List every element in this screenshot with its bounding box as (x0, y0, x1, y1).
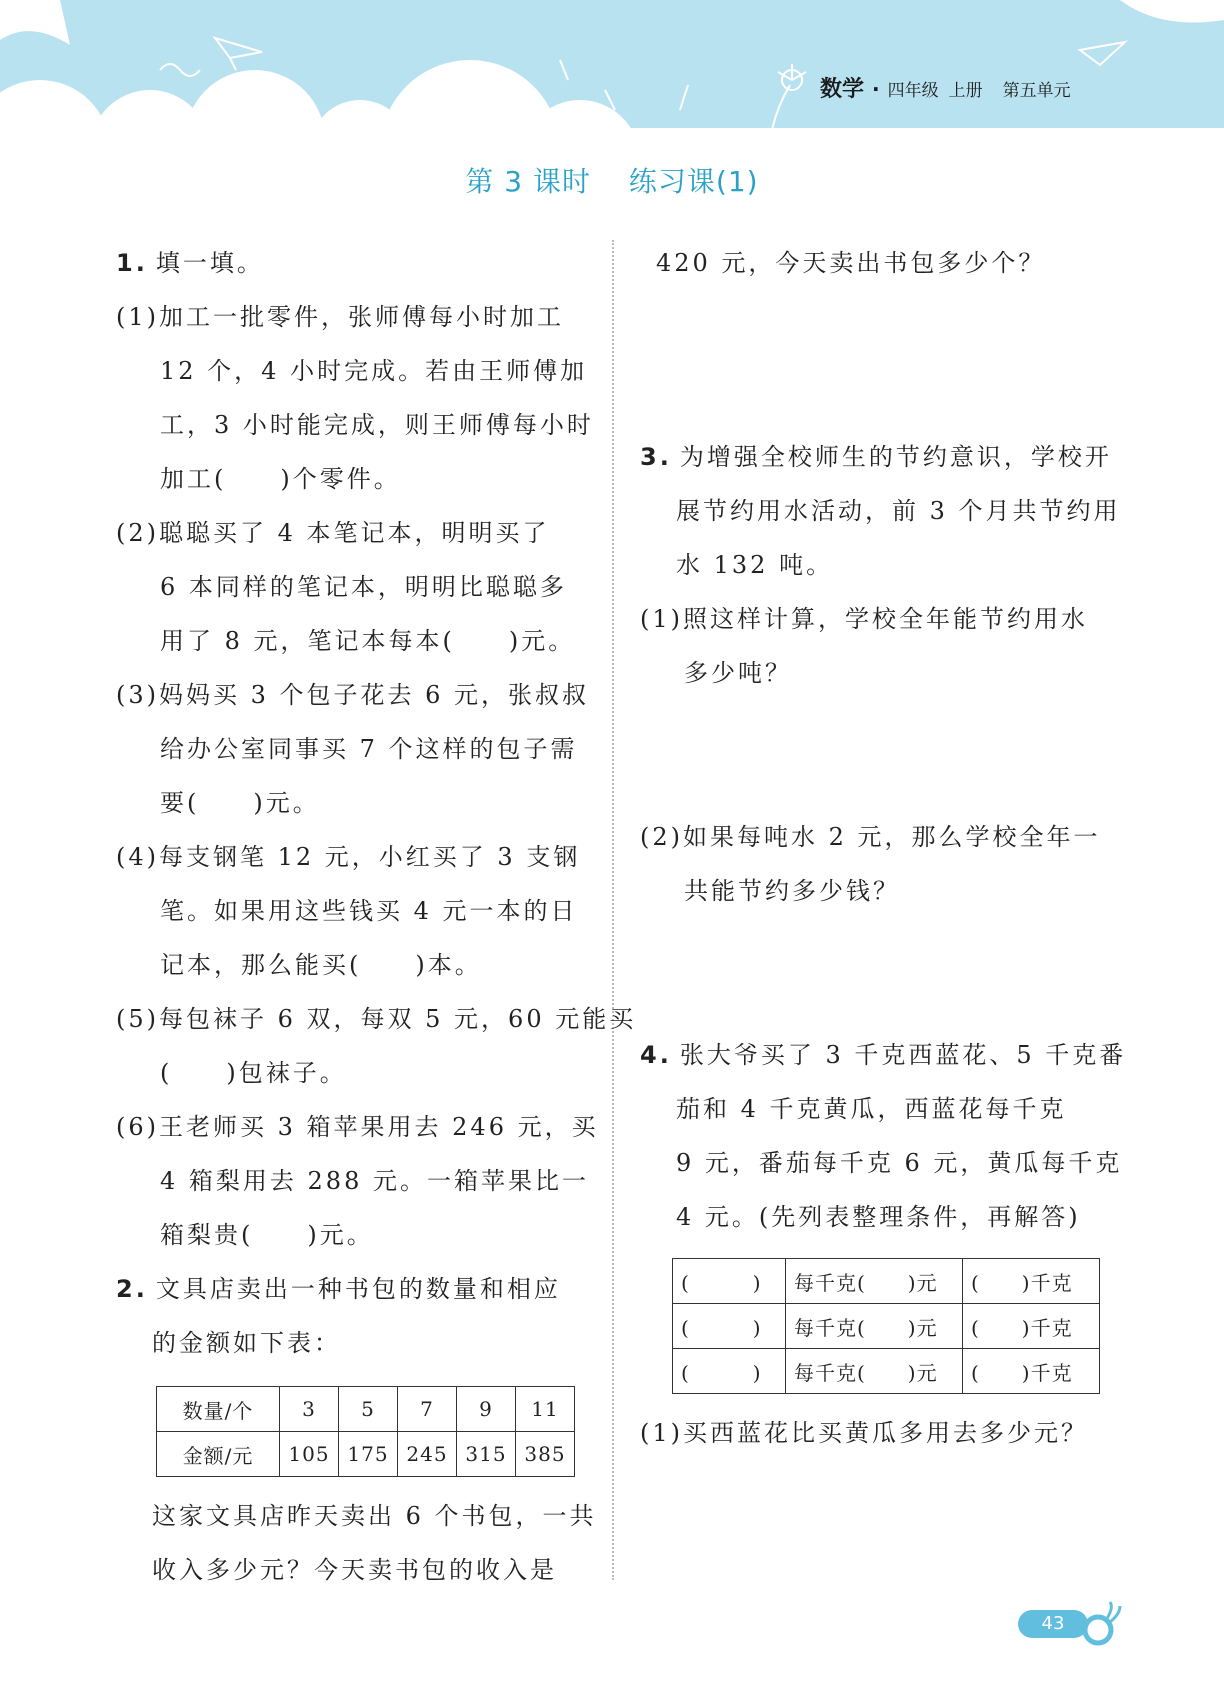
table-cell: 11 (516, 1387, 575, 1432)
sales-table (156, 1386, 575, 1477)
q1-item-4-line: 记本，那么能买( )本。 (160, 951, 482, 979)
fill-cell[interactable]: ( ) (673, 1349, 786, 1394)
q1-item-6-line: 箱梨贵( )元。 (160, 1221, 374, 1249)
answer-space[interactable] (640, 918, 1110, 1028)
q1-item-4-line (116, 830, 596, 884)
lesson-title (0, 160, 1224, 200)
table-cell: 105 (280, 1432, 339, 1477)
item-number: (1) (116, 303, 159, 331)
fill-cell[interactable]: ( ) (673, 1304, 786, 1349)
table-cell: 5 (339, 1387, 398, 1432)
question-2-line: 的金额如下表： (152, 1329, 341, 1357)
question-4-line: 茄和 4 千克黄瓜，西蓝花每千克 (676, 1095, 1067, 1123)
question-number: 1. (116, 249, 148, 277)
q1-item-1-line: 工，3 小时能完成，则王师傅每小时 (160, 411, 594, 439)
question-text: 填一填。 (155, 249, 264, 277)
q3-sub-2-line: 共能节约多少钱？ (684, 877, 900, 905)
q1-item-1-line: 12 个，4 小时完成。若由王师傅加 (160, 357, 588, 385)
answer-space[interactable] (640, 290, 1110, 430)
q1-item-2-line: 用了 8 元，笔记本每本( )元。 (160, 627, 576, 655)
q3-sub-1: (1)照这样计算，学校全年能节约用水 (640, 605, 1088, 633)
q1-item-3-line: 要( )元。 (160, 789, 320, 817)
question-2-line: 这家文具店昨天卖出 6 个书包，一共 (152, 1502, 597, 1530)
table-row (157, 1387, 575, 1432)
question-2-line: 收入多少元？今天卖书包的收入是 (152, 1556, 557, 1584)
question-number: 3. (640, 443, 672, 471)
question-2-title (116, 1262, 596, 1316)
question-4-line: 9 元，番茄每千克 6 元，黄瓜每千克 (676, 1149, 1123, 1177)
table-cell: 175 (339, 1432, 398, 1477)
question-text: 张大爷买了 3 千克西蓝花、5 千克番 (679, 1041, 1127, 1069)
q1-item-6-line (116, 1100, 599, 1154)
question-number: 4. (640, 1041, 672, 1069)
right-column (640, 236, 1127, 1460)
question-1-title (116, 236, 596, 290)
fill-cell[interactable]: 每千克( )元 (786, 1304, 963, 1349)
fill-cell[interactable]: ( )千克 (963, 1349, 1100, 1394)
fill-cell[interactable]: 每千克( )元 (786, 1259, 963, 1304)
table-row (673, 1304, 1100, 1349)
question-number: 2. (116, 1275, 148, 1303)
q3-sub-2: (2)如果每吨水 2 元，那么学校全年一 (640, 823, 1101, 851)
q1-item-5-line (116, 992, 637, 1046)
fill-cell[interactable]: ( )千克 (963, 1304, 1100, 1349)
question-3-line: 展节约用水活动，前 3 个月共节约用 (676, 497, 1121, 525)
table-cell: 245 (398, 1432, 457, 1477)
q1-item-2-line: 6 本同样的笔记本，明明比聪聪多 (160, 573, 567, 601)
item-number: (2) (116, 519, 159, 547)
item-text: 加工一批零件，张师傅每小时加工 (159, 303, 564, 331)
q1-item-1-line (116, 290, 596, 344)
q1-item-3-line: 给办公室同事买 7 个这样的包子需 (160, 735, 578, 763)
q1-item-5-line: ( )包袜子。 (160, 1059, 347, 1087)
item-text: 聪聪买了 4 本笔记本，明明买了 (159, 519, 550, 547)
q1-item-6-line: 4 箱梨用去 288 元。一箱苹果比一 (160, 1167, 589, 1195)
unit-label: 第五单元 (1002, 81, 1071, 101)
table-cell: 3 (280, 1387, 339, 1432)
item-text: 每包袜子 6 双，每双 5 元，60 元能买 (159, 1005, 637, 1033)
table-cell: 9 (457, 1387, 516, 1432)
volume-label: 上册 (948, 81, 983, 101)
left-column (116, 236, 637, 1597)
page-number-badge (1018, 1600, 1128, 1650)
header-banner (0, 0, 1224, 140)
table-row (673, 1349, 1100, 1394)
question-2-continued: 420 元，今天卖出书包多少个？ (656, 249, 1046, 277)
fill-cell[interactable]: ( )千克 (963, 1259, 1100, 1304)
q4-sub-1: (1)买西蓝花比买黄瓜多用去多少元？ (640, 1419, 1088, 1447)
q1-item-3-line (116, 668, 596, 722)
question-3-line: 水 132 吨。 (676, 551, 834, 579)
separator-dot: · (872, 77, 880, 101)
column-divider (612, 240, 614, 1580)
header-info (820, 72, 1071, 103)
condition-table (672, 1258, 1100, 1394)
item-text: 妈妈买 3 个包子花去 6 元，张叔叔 (159, 681, 590, 709)
item-text: 每支钢笔 12 元，小红买了 3 支钢 (159, 843, 581, 871)
table-row (673, 1259, 1100, 1304)
table-cell: 7 (398, 1387, 457, 1432)
page-number: 43 (1018, 1610, 1088, 1638)
item-text: 王老师买 3 箱苹果用去 246 元，买 (159, 1113, 599, 1141)
table-row (157, 1432, 575, 1477)
table-header-cell: 数量/个 (157, 1387, 280, 1432)
q1-item-4-line: 笔。如果用这些钱买 4 元一本的日 (160, 897, 578, 925)
question-text: 为增强全校师生的节约意识，学校开 (679, 443, 1112, 471)
table-cell: 315 (457, 1432, 516, 1477)
item-number: (6) (116, 1113, 159, 1141)
item-number: (4) (116, 843, 159, 871)
item-number: (3) (116, 681, 159, 709)
q3-sub-1-line: 多少吨？ (684, 659, 792, 687)
subject-label: 数学 (820, 77, 865, 102)
table-cell: 385 (516, 1432, 575, 1477)
table-header-cell: 金额/元 (157, 1432, 280, 1477)
question-4-title (640, 1028, 1127, 1082)
answer-space[interactable] (640, 700, 1110, 810)
swirl-icon (1080, 1600, 1124, 1648)
question-text: 文具店卖出一种书包的数量和相应 (155, 1275, 561, 1303)
question-3-title (640, 430, 1110, 484)
question-4-line: 4 元。(先列表整理条件，再解答) (676, 1203, 1081, 1231)
q1-item-2-line (116, 506, 596, 560)
item-number: (5) (116, 1005, 159, 1033)
lesson-period: 第 3 课时 (465, 165, 592, 198)
lesson-name: 练习课(1) (628, 165, 759, 198)
q1-item-1-line: 加工( )个零件。 (160, 465, 401, 493)
grade-label: 四年级 (887, 81, 939, 101)
fill-cell[interactable]: 每千克( )元 (786, 1349, 963, 1394)
fill-cell[interactable]: ( ) (673, 1259, 786, 1304)
